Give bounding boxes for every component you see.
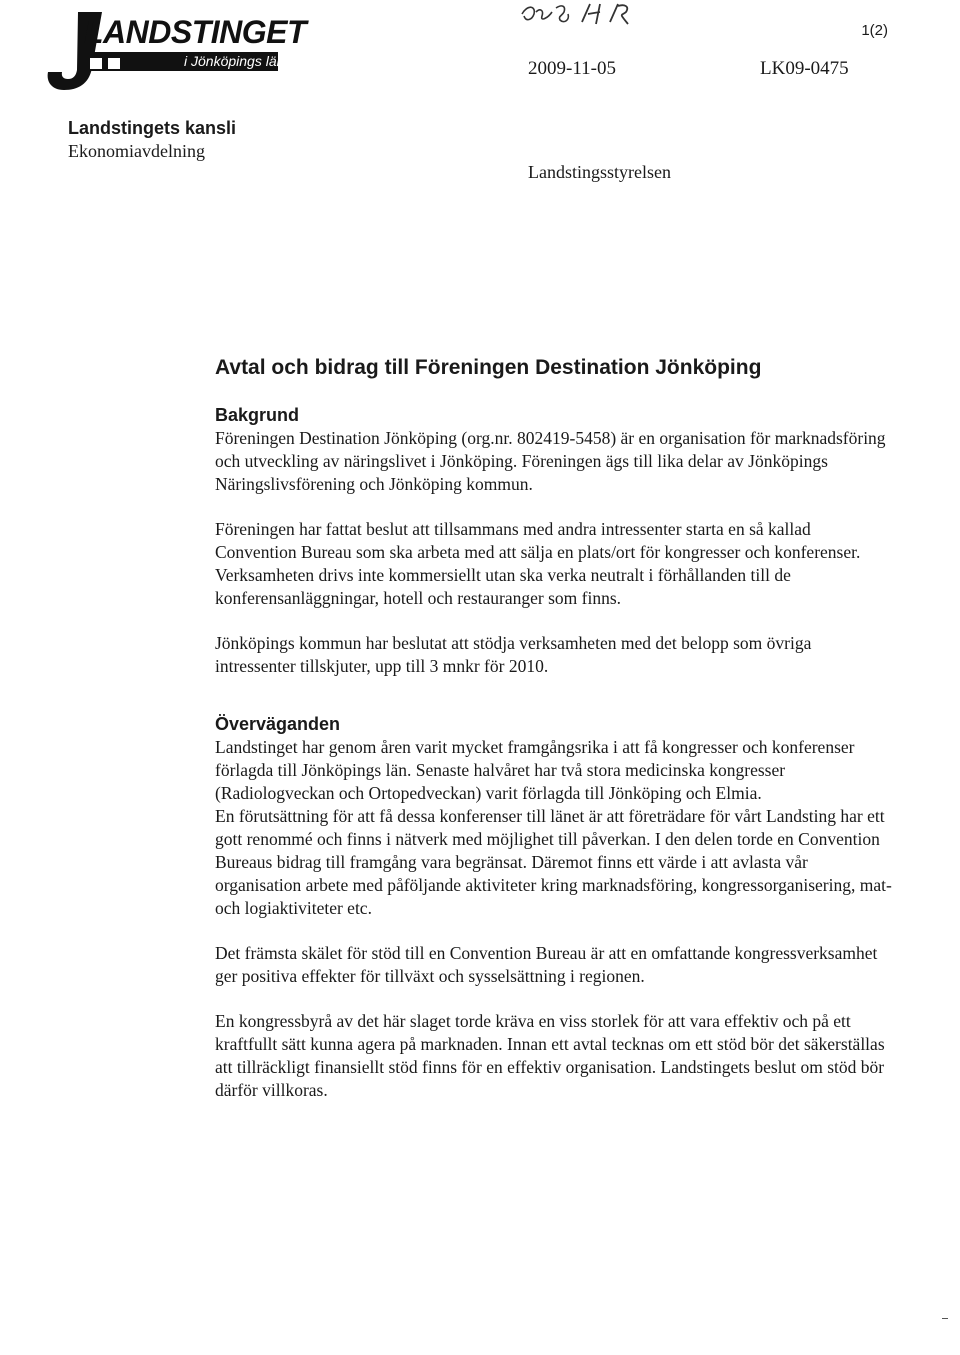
recipient: Landstingsstyrelsen [528, 162, 671, 182]
logo-subtitle-bar [84, 52, 285, 71]
document-reference: LK09-0475 [760, 58, 849, 79]
logo-name: LANDSTINGET [84, 14, 307, 50]
overvaganden-paragraph-1: Landstinget har genom åren varit mycket framgångsrika i att få kongresser och konferenser förlagda till Jönköpings län. Senaste halvåret har två stora medicinska kongresser (Radiologveckan och Ortopedveckan) varit förlagda till Jönköping och Elmia. [215, 737, 855, 803]
margin-mark [942, 1318, 948, 1319]
overvaganden-paragraph-4: En kongressbyrå av det här slaget torde kräva en viss storlek för att vara effektiv och på ett kraftfullt sätt kunna agera på marknaden. Innan ett avtal tecknas om ett stöd bör det säkerställas att tillräckligt finansiellt stöd finns för en effektiv organisation. Landstingets beslut om stöd bör därför villkoras. [215, 1011, 885, 1100]
page-number: 1(2) [861, 22, 888, 39]
landstinget-logo [44, 6, 307, 92]
document-title: Avtal och bidrag till Föreningen Destination Jönköping [215, 356, 762, 379]
logo-subtitle: i Jönköpings län [184, 53, 285, 69]
section-heading-bakgrund: Bakgrund [215, 405, 300, 425]
bakgrund-paragraph-3: Jönköpings kommun har beslutat att stödja verksamheten med det belopp som övriga intressenter tillskjuter, upp till 3 mnkr för 2010. [215, 633, 812, 676]
handwritten-note [518, 0, 648, 35]
sender-unit: Ekonomiavdelning [68, 141, 205, 161]
document-date: 2009-11-05 [528, 58, 616, 79]
overvaganden-paragraph-2: En förutsättning för att få dessa konferenser till länet är att företrädare för vårt Landsting har ett gott renommé och finns i nätverk med möjlighet till påverkan. I den delen torde en Convention Bureaus bidrag till framgång vara begränsat. Däremot finns ett värde i att avlasta vår organisation arbete med påföljande aktiviteter kring marknadsföring, kongressorganisering, mat- och logiaktiviteter etc. [215, 806, 892, 918]
bakgrund-paragraph-2: Föreningen har fattat beslut att tillsammans med andra intressenter starta en så kallad Convention Bureau som ska arbeta med att sälja en plats/ort för kongresser och konferenser. Verksamheten drivs inte kommersiellt utan ska verka neutralt i förhållanden till de konferensanläggningar, hotell och restauranger som finns. [215, 519, 861, 608]
bakgrund-paragraph-1: Föreningen Destination Jönköping (org.nr. 802419-5458) är en organisation för marknadsföring och utveckling av näringslivet i Jönköping. Föreningen ägs till lika delar av Jönköpings Näringslivsförening och Jönköping kommun. [215, 428, 886, 494]
document-body [215, 404, 895, 1102]
logo-squares [90, 56, 126, 74]
section-heading-overvaganden: Överväganden [215, 714, 341, 734]
sender-department: Landstingets kansli [68, 118, 237, 138]
overvaganden-paragraph-3: Det främsta skälet för stöd till en Convention Bureau är att en omfattande kongressverksamhet ger positiva effekter för tillväxt och sysselsättning i regionen. [215, 943, 878, 986]
